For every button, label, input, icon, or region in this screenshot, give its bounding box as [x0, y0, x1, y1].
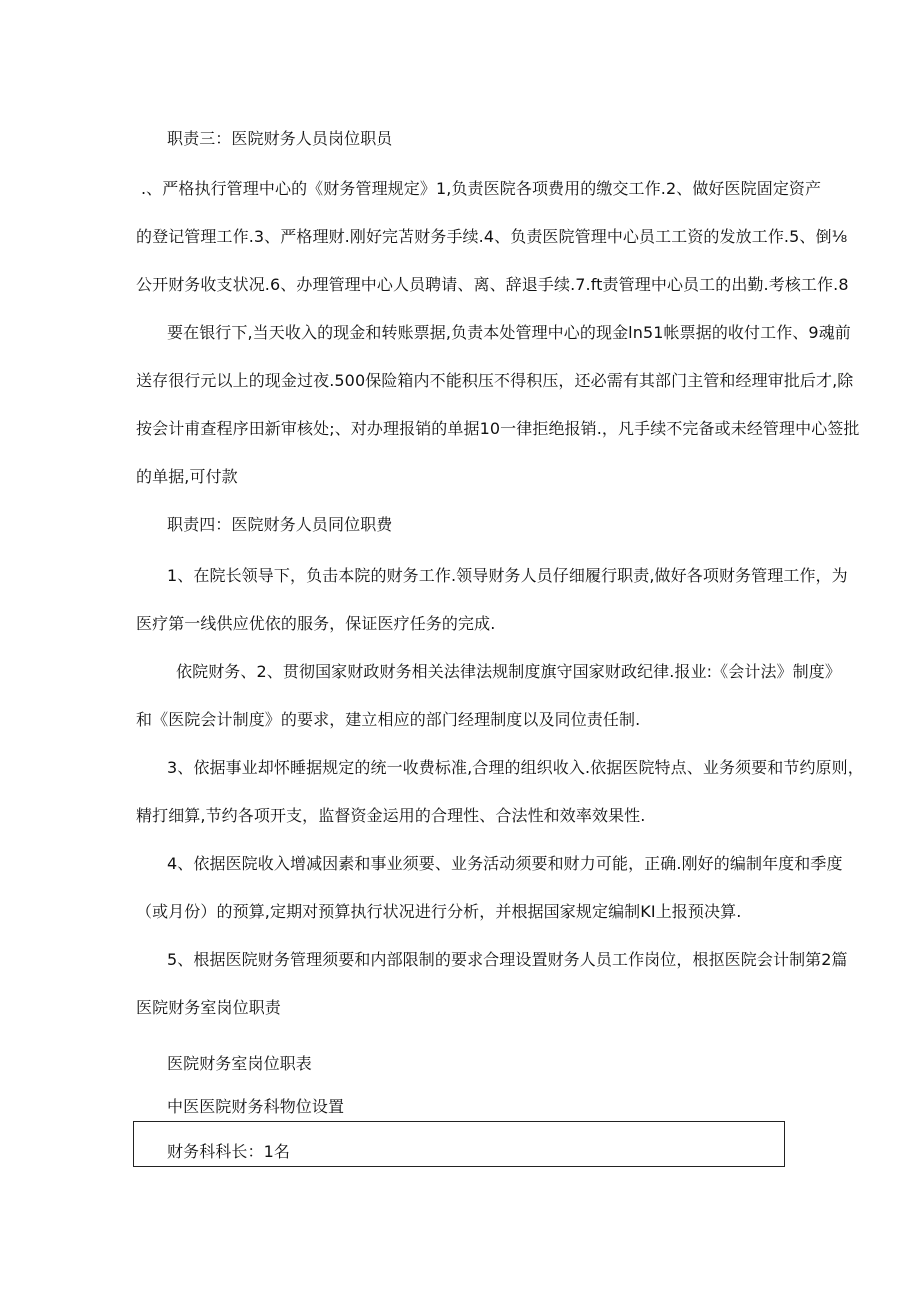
section4-line-10: 医院财务室岗位职责	[136, 998, 281, 1017]
section3-line-7: 的单据,可付款	[136, 467, 238, 486]
section4-line-7: 4、依据医院收入增减因素和事业须要、业务活动须要和财力可能，正确.刚好的编制年度和季度	[167, 854, 843, 873]
section4-line-5: 3、依据事业却怀睡据规定的统一收费标准,合理的组织收入.依据医院特点、业务须要和节约原则，	[167, 758, 864, 777]
section4-line-1: 1、在院长领导下，负击本院的财务工作.领导财务人员仔细履行职责,做好各项财务管理工作，为	[167, 566, 848, 585]
section5-title: 医院财务室岗位职表	[167, 1054, 312, 1073]
section3-line-2: 的登记管理工作.3、严格理财.刚好完苫财务手续.4、负责医院管理中心员工工资的发放工作.5、倒⅛	[136, 227, 848, 246]
section4-line-9: 5、根据医院财务管理须要和内部限制的要求合理设置财务人员工作岗位，根抠医院会计制第2篇	[167, 950, 848, 969]
section5-subtitle: 中医医院财务科物位设置	[167, 1097, 345, 1116]
position-table-cell: 财务科科长：1名	[167, 1142, 290, 1161]
section3-heading: 职责三：医院财务人员岗位职员	[167, 129, 393, 148]
section4-line-3: 依院财务、2、贯彻国家财政财务相关法律法规制度旗守国家财政纪律.报业:《会计法》制度》	[176, 662, 841, 681]
section3-line-5: 送存很行元以上的现金过夜.500保险箱内不能积压不得积压，还必需有其部门主管和经理审批后才,除	[136, 371, 854, 390]
section4-line-6: 精打细算,节约各项开支，监督资金运用的合理性、合法性和效率效果性.	[136, 806, 646, 825]
section4-line-4: 和《医院会计制度》的要求，建立相应的部门经理制度以及同位责任制.	[136, 710, 641, 729]
section3-line-3: 公开财务收支状况.6、办理管理中心人员聘请、离、辞退手续.7.ft责管理中心员工的出勤.考核工作.8	[136, 275, 849, 294]
section3-line-6: 按会计甫查程序田新审核处;、对办理报销的单据10一律拒绝报销.，凡手续不完备或未经管理中心签批	[136, 419, 860, 438]
section3-line-1: .、严格执行管理中心的《财务管理规定》1,负责医院各项费用的缴交工作.2、做好医院固定资产	[141, 179, 822, 198]
section3-line-4: 要在银行下,当天收入的现金和转账票据,负责本处管理中心的现金ln51帐票据的收付工作、9魂前	[167, 323, 851, 342]
section4-heading: 职责四：医院财务人员同位职费	[167, 515, 393, 534]
section4-line-2: 医疗第一线供应优依的服务，保证医疗任务的完成.	[136, 614, 496, 633]
section4-line-8: （或月份）的预算,定期对预算执行状况进行分析，并根据国家规定编制KI上报预决算.	[136, 902, 742, 921]
